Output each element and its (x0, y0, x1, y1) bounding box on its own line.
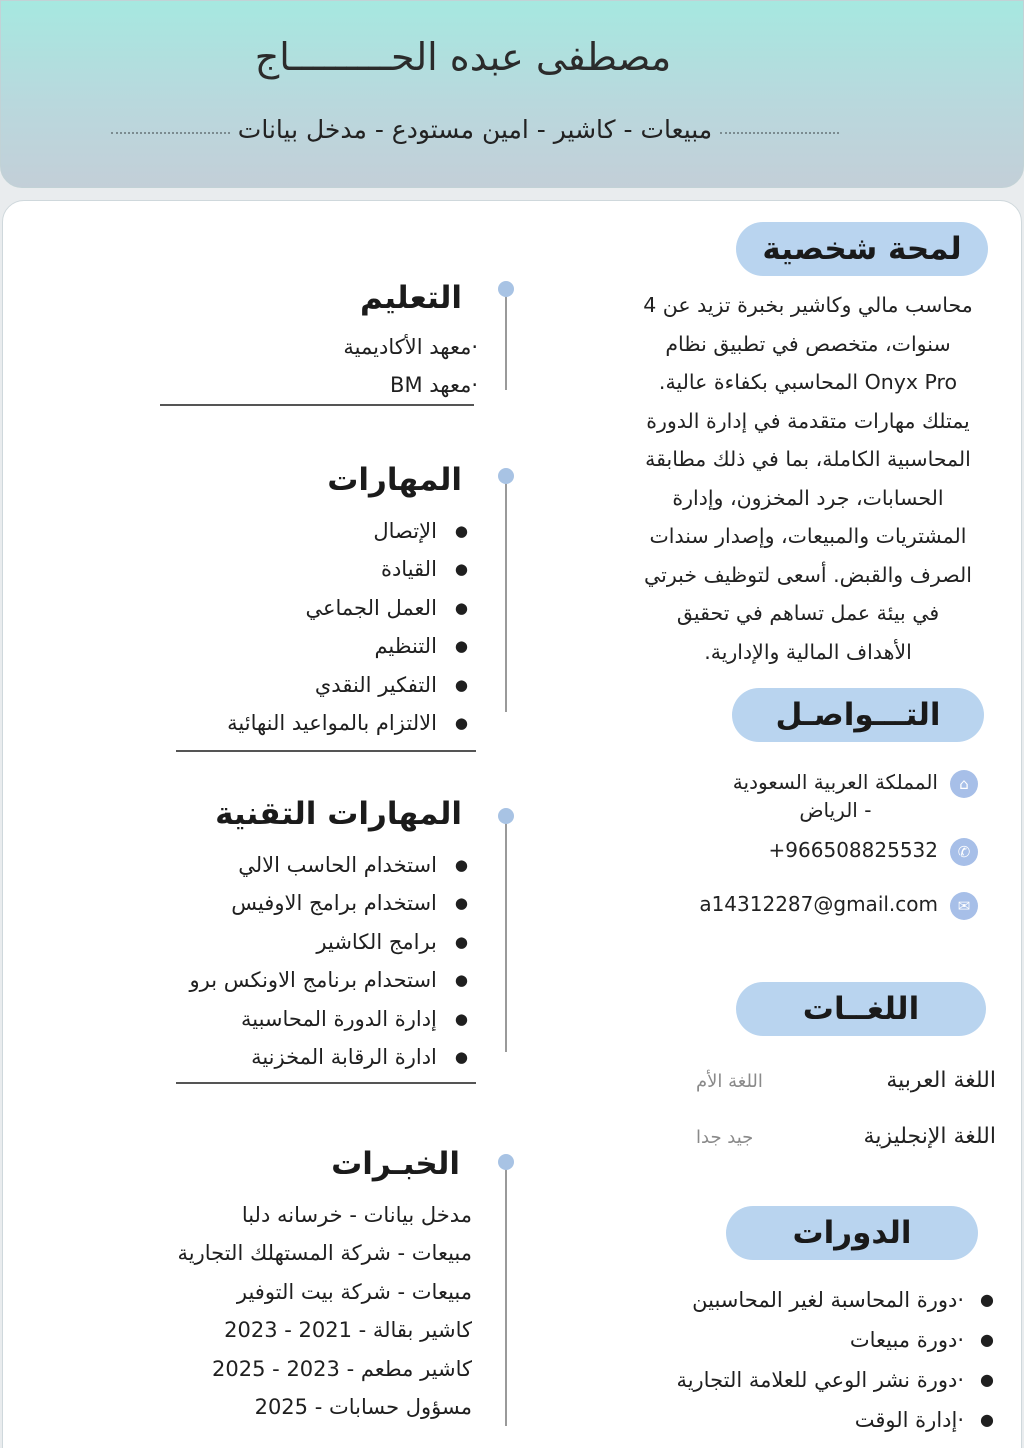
dotted-rule-right (720, 132, 839, 134)
job-titles-line (111, 109, 839, 149)
list-item: ● التفكير النقدي (314, 672, 468, 697)
summary-line: المشتريات والمبيعات، وإصدار سندات (649, 524, 967, 548)
language-name: اللغة الإنجليزية (863, 1124, 996, 1149)
education-heading: التعليم (359, 280, 462, 316)
timeline-dot (498, 281, 514, 297)
summary-line: الصرف والقبض. أسعى لتوظيف خبرتي (644, 562, 972, 587)
timeline-line (505, 1166, 507, 1426)
summary-line: الأهداف المالية والإدارية. (704, 639, 912, 664)
language-level: اللغة الأم (696, 1071, 763, 1092)
address-line-1: المملكة العربية السعودية (732, 770, 938, 794)
timeline-dot (498, 808, 514, 824)
list-item: ● الإتصال (373, 519, 468, 543)
section-divider (160, 404, 474, 406)
summary-line: Onyx Pro المحاسبي بكفاءة عالية. (658, 370, 958, 394)
contact-phone (738, 836, 978, 866)
list-item: ● العمل الجماعي (305, 595, 468, 620)
timeline-line (505, 290, 507, 390)
skills-list (227, 512, 468, 742)
language-row (696, 1124, 996, 1149)
list-item: مدخل بيانات - خرسانه دلبا (241, 1203, 472, 1227)
courses-list (634, 1280, 994, 1440)
list-item: ● ·دورة المحاسبة لغير المحاسبين (692, 1288, 994, 1312)
list-item: ● استحدام برنامج الاونكس برو (189, 968, 468, 993)
address-line-2: - الرياض (799, 798, 872, 822)
list-item: كاشير مطعم - 2023 - 2025 (212, 1356, 472, 1381)
header-banner (0, 0, 1024, 188)
list-item: مسؤول حسابات - 2025 (254, 1395, 472, 1420)
section-divider (176, 1082, 476, 1084)
list-item: ·معهد BM (390, 373, 478, 398)
timeline-dot (498, 1154, 514, 1170)
timeline-dot (498, 468, 514, 484)
profile-heading: لمحة شخصية (736, 222, 988, 276)
language-level: جيد جدا (696, 1127, 754, 1148)
phone-number[interactable]: +966508825532 (768, 838, 938, 862)
list-item: ● ادارة الرقابة المخزنية (251, 1045, 468, 1070)
summary-line: يمتلك مهارات متقدمة في إدارة الدورة (646, 408, 970, 433)
dotted-rule-left (111, 132, 230, 134)
contact-email (699, 890, 978, 920)
summary-line: سنوات، متخصص في تطبيق نظام (665, 331, 951, 356)
list-item: ● إدارة الدورة المحاسبية (240, 1006, 468, 1031)
summary-line: المحاسبية الكاملة، بما في ذلك مطابقة (645, 447, 971, 471)
section-divider (176, 750, 476, 752)
tech-skills-list (189, 846, 468, 1076)
list-item: ● ·دورة نشر الوعي للعلامة التجارية (676, 1368, 994, 1392)
profile-summary (620, 286, 996, 671)
list-item: ● القيادة (380, 557, 468, 582)
list-item: ● استخدام برامج الاوفيس (231, 891, 468, 916)
languages-heading: اللغــات (736, 982, 986, 1036)
list-item: مبيعات - شركة بيت التوفير (236, 1279, 472, 1304)
email-address[interactable]: a14312287@gmail.com (699, 892, 938, 916)
tech-skills-heading: المهارات التقنية (215, 796, 462, 832)
language-name: اللغة العربية (886, 1068, 996, 1093)
experience-list (178, 1196, 472, 1426)
education-list (343, 328, 478, 405)
language-row (696, 1068, 996, 1093)
timeline-line (505, 476, 507, 712)
phone-icon: ✆ (950, 838, 978, 866)
skills-heading: المهارات (327, 462, 462, 498)
list-item: كاشير بقالة - 2021 - 2023 (224, 1318, 472, 1343)
mail-icon: ✉ (950, 892, 978, 920)
list-item: مبيعات - شركة المستهلك التجارية (177, 1241, 472, 1266)
timeline-line (505, 816, 507, 1052)
courses-heading: الدورات (726, 1206, 978, 1260)
list-item: ● استخدام الحاسب الالي (238, 853, 468, 877)
contact-address (733, 768, 978, 824)
list-item: ·معهد الأكاديمية (343, 335, 478, 359)
list-item: ● برامج الكاشير (316, 929, 468, 954)
list-item: ● التنظيم (374, 634, 468, 659)
summary-line: الحسابات، جرد المخزون، وإدارة (672, 485, 944, 510)
job-titles: مبيعات - كاشير - امين مستودع - مدخل بيانات (237, 114, 713, 144)
experience-heading: الخبـرات (331, 1146, 460, 1182)
list-item: ● ·إدارة الوقت (854, 1408, 994, 1432)
list-item: ● ·دورة مبيعات (849, 1328, 994, 1352)
list-item: ● الالتزام بالمواعيد النهائية (227, 711, 468, 736)
contact-heading: التـــواصـل (732, 688, 984, 742)
home-icon: ⌂ (950, 770, 978, 798)
person-name: مصطفى عبده الحـــــــــاج (254, 35, 672, 79)
summary-line: محاسب مالي وكاشير بخبرة تزيد عن 4 (643, 293, 973, 317)
summary-line: في بيئة عمل تساهم في تحقيق (676, 601, 940, 625)
